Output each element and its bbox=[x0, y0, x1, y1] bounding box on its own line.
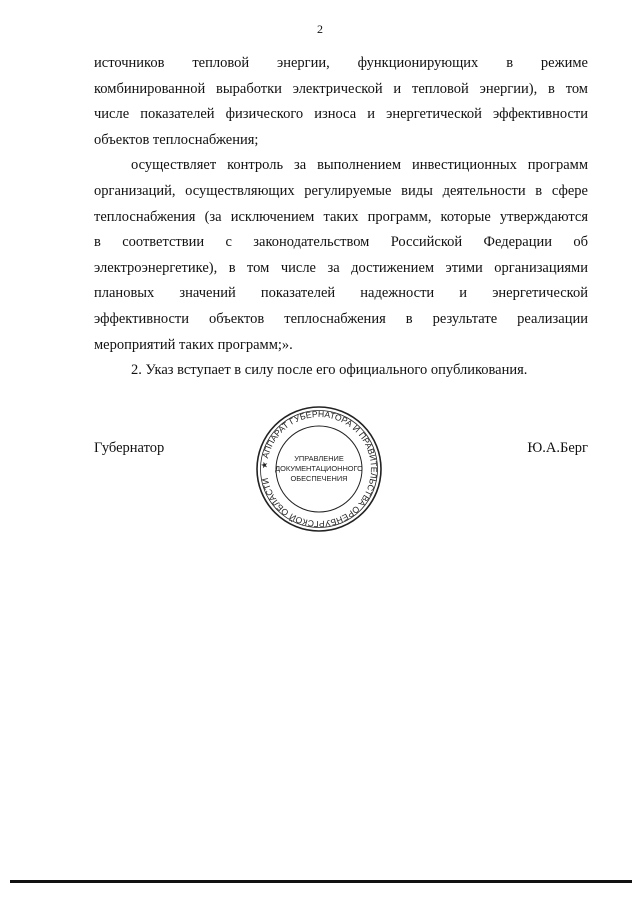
svg-text:★ АППАРАТ ГУБЕРНАТОРА И ПРАВИТ: ★ АППАРАТ ГУБЕРНАТОРА И ПРАВИТЕЛЬСТВА ОРЕНБУРГСКОЙ ОБЛАСТИ bbox=[258, 408, 380, 530]
official-seal-stamp bbox=[254, 404, 384, 534]
paragraph-line: организаций, осуществляющих регулируемые виды деятельности в сфере bbox=[94, 182, 588, 199]
svg-text:УПРАВЛЕНИЕ: УПРАВЛЕНИЕ bbox=[294, 454, 344, 463]
page-bottom-rule bbox=[10, 880, 632, 883]
paragraph-line: объектов теплоснабжения; bbox=[94, 131, 259, 148]
svg-text:ДОКУМЕНТАЦИОННОГО: ДОКУМЕНТАЦИОННОГО bbox=[275, 464, 363, 473]
paragraph-line: эффективности объектов теплоснабжения в результате реализации bbox=[94, 310, 588, 327]
paragraph-line: комбинированной выработки электрической и тепловой энергии), в том bbox=[94, 80, 588, 97]
paragraph-line: 2. Указ вступает в силу после его официального опубликования. bbox=[131, 362, 528, 379]
document-body bbox=[94, 51, 588, 384]
paragraph-line: числе показателей физического износа и энергетической эффективности bbox=[94, 106, 588, 123]
signatory-title: Губернатор bbox=[94, 440, 165, 456]
page-number: 2 bbox=[317, 22, 323, 36]
paragraph-line: плановых значений показателей надежности и энергетической bbox=[94, 285, 588, 302]
paragraph-line: источников тепловой энергии, функционирующих в режиме bbox=[94, 55, 588, 71]
paragraph-line: мероприятий таких программ;». bbox=[94, 336, 293, 353]
paragraph-line: электроэнергетике), в том числе за достижением этими организациями bbox=[94, 259, 588, 276]
paragraph-line: теплоснабжения (за исключением таких программ, которые утверждаются bbox=[94, 208, 588, 225]
paragraph-line: в соответствии с законодательством Российской Федерации об bbox=[94, 234, 588, 251]
signatory-name: Ю.А.Берг bbox=[527, 440, 588, 456]
svg-text:ОБЕСПЕЧЕНИЯ: ОБЕСПЕЧЕНИЯ bbox=[290, 474, 348, 483]
paragraph-line: осуществляет контроль за выполнением инвестиционных программ bbox=[131, 157, 588, 174]
